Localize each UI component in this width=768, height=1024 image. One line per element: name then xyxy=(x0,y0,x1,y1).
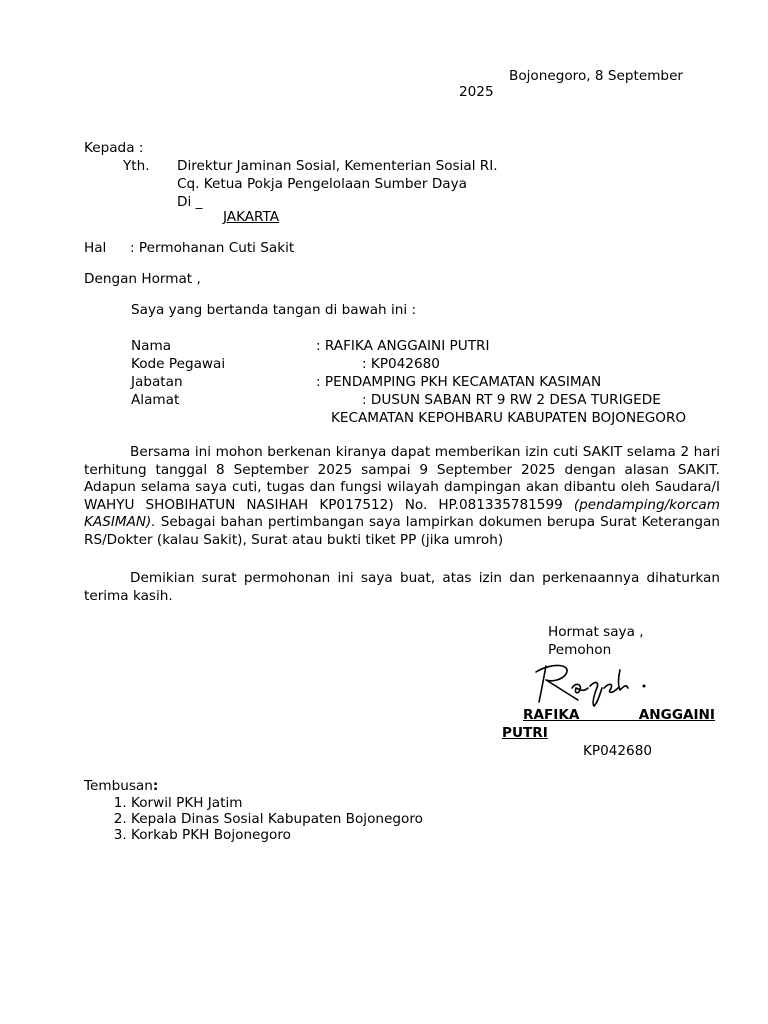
kode-label: Kode Pegawai xyxy=(131,356,226,372)
body-paragraph-1-tail: Sebagai bahan pertimbangan saya lampirkan dokumen berupa Surat Keterangan RS/Dokter (kalau Sakit), Surat atau bukti tiket PP (jika umroh) xyxy=(84,514,720,548)
cc-item: 3. Korkab PKH Bojonegoro xyxy=(131,827,423,843)
signer-code: KP042680 xyxy=(583,743,653,759)
jabatan-label: Jabatan xyxy=(131,374,183,390)
alamat-label: Alamat xyxy=(131,392,180,408)
body-paragraph-1-italic: (pendamping/korcam KASIMAN). xyxy=(84,496,720,531)
body-paragraph-1 xyxy=(84,444,720,550)
recipient-city: JAKARTA xyxy=(223,209,280,225)
closing-hormat: Hormat saya , xyxy=(548,624,644,640)
alamat-value-1: : DUSUN SABAN RT 9 RW 2 DESA TURIGEDE xyxy=(362,392,661,408)
signer-name-first: RAFIKA ANGGAINI xyxy=(523,707,715,723)
body-paragraph-2: Demikian surat permohonan ini saya buat, atas izin dan perkenaannya dihaturkan terima kasih. xyxy=(84,570,720,604)
jabatan-value: : PENDAMPING PKH KECAMATAN KASIMAN xyxy=(316,374,602,390)
greeting: Dengan Hormat , xyxy=(84,271,201,287)
recipient-line-3: Di _ xyxy=(177,194,203,210)
nama-label: Nama xyxy=(131,338,172,354)
kode-value: : KP042680 xyxy=(362,356,440,372)
date-line-1: Bojonegoro, 8 September xyxy=(509,68,684,84)
intro-line: Saya yang bertanda tangan di bawah ini : xyxy=(131,302,417,318)
cc-item: 1. Korwil PKH Jatim xyxy=(131,795,423,811)
recipient-line-2: Cq. Ketua Pokja Pengelolaan Sumber Daya xyxy=(177,176,468,192)
body-paragraph-1-main: Bersama ini mohon berkenan kiranya dapat memberikan izin cuti SAKIT selama 2 hari terhitung tanggal 8 September 2025 sampai 9 September 2025 dengan alasan SAKIT. Adapun selama saya cuti, tugas dan fungsi wilayah dampingan akan dibantu oleh Saudara/I WAHYU SHOBIHATUN NASIHAH KP017512) No. HP.081335781599 xyxy=(84,444,720,513)
handwritten-signature xyxy=(532,658,658,708)
recipient-line-1: Direktur Jaminan Sosial, Kementerian Sosial RI. xyxy=(177,158,498,174)
date-line-2: 2025 xyxy=(459,84,494,100)
cc-colon: : xyxy=(152,778,159,794)
cc-list xyxy=(84,795,423,843)
recipient-kepada: Kepada : xyxy=(84,140,144,156)
signer-name xyxy=(502,707,715,742)
recipient-yth: Yth. xyxy=(123,158,150,174)
subject-value: : Permohanan Cuti Sakit xyxy=(130,240,295,256)
cc-heading xyxy=(84,778,158,795)
signer-name-last: PUTRI xyxy=(502,724,548,741)
closing-pemohon: Pemohon xyxy=(548,642,612,658)
subject-label: Hal xyxy=(84,240,107,256)
alamat-value-2: KECAMATAN KEPOHBARU KABUPATEN BOJONEGORO xyxy=(331,410,687,426)
cc-item: 2. Kepala Dinas Sosial Kabupaten Bojonegoro xyxy=(131,811,423,827)
nama-value: : RAFIKA ANGGAINI PUTRI xyxy=(316,338,490,354)
cc-label: Tembusan xyxy=(84,778,153,794)
